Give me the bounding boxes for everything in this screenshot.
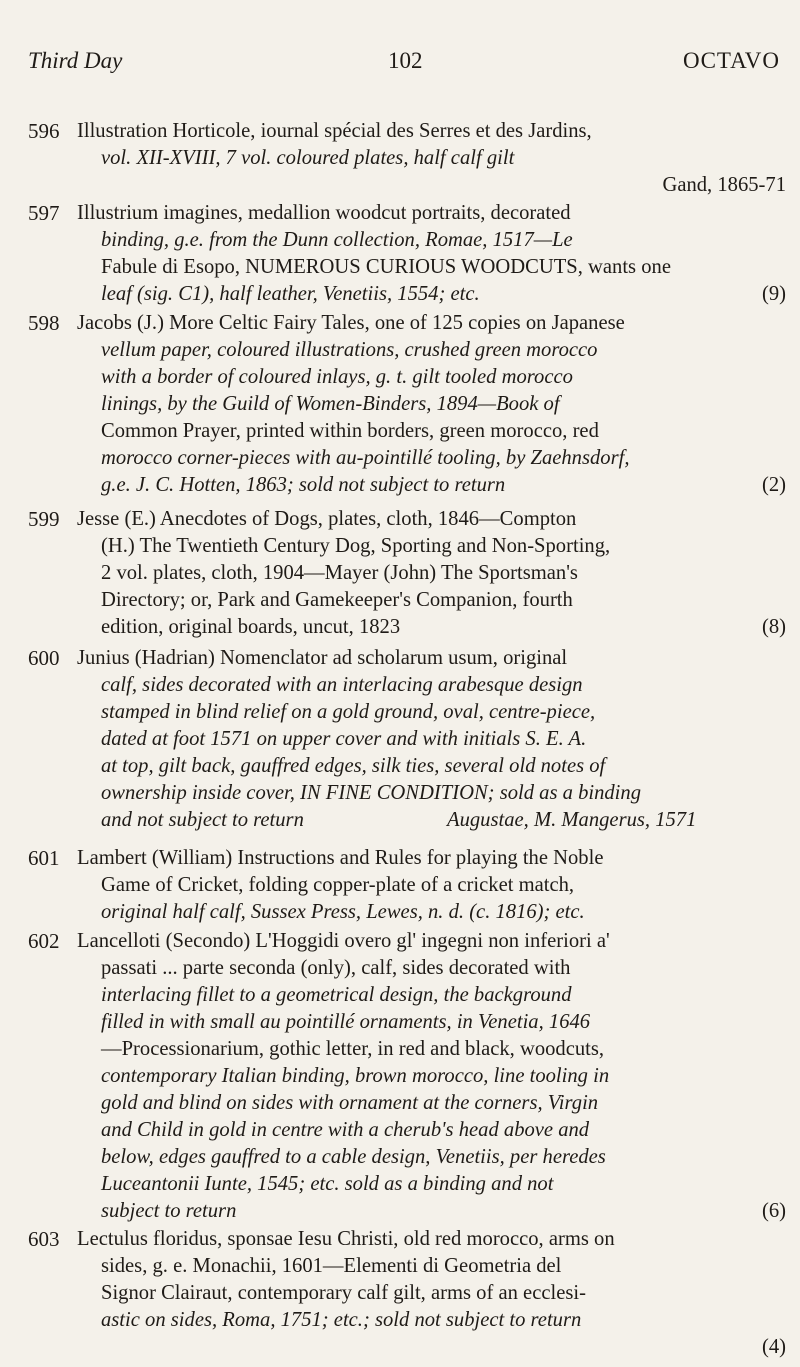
entry-line: Lambert (William) Instructions and Rules for playing the Noble xyxy=(77,847,604,869)
entry-line: Gand, 1865-71 xyxy=(662,174,786,196)
entry-line: Illustration Horticole, iournal spécial des Serres et des Jardins, xyxy=(77,120,592,142)
entry-line: Junius (Hadrian) Nomenclator ad scholarum usum, original xyxy=(77,647,568,669)
entry-line: —Processionarium, gothic letter, in red and black, woodcuts, xyxy=(101,1038,605,1060)
entry-line: binding, g.e. from the Dunn collection, Romae, 1517—Le xyxy=(101,229,573,251)
lot-number: 601 xyxy=(28,846,60,870)
page-header xyxy=(28,48,780,84)
entry-line: (H.) The Twentieth Century Dog, Sporting and Non-Sporting, xyxy=(101,535,611,557)
entry-line: with a border of coloured inlays, g. t. gilt tooled morocco xyxy=(101,366,573,388)
entry-line: Common Prayer, printed within borders, green morocco, red xyxy=(101,420,599,442)
entry-line: interlacing fillet to a geometrical design, the background xyxy=(101,984,572,1006)
lot-number: 599 xyxy=(28,507,60,531)
lot-number: 598 xyxy=(28,311,60,335)
page-number: 102 xyxy=(388,48,423,73)
entry-line: (4) xyxy=(761,1336,786,1358)
entry-description xyxy=(77,506,786,641)
entry-line: morocco corner-pieces with au-pointillé tooling, by Zaehnsdorf, xyxy=(101,447,630,469)
entry-line: edition, original boards, uncut, 1823 xyxy=(101,616,401,638)
entry-line: ownership inside cover, IN FINE CONDITION; sold as a binding xyxy=(101,782,642,804)
entry-line: vol. XII-XVIII, 7 vol. coloured plates, half calf gilt xyxy=(101,147,515,169)
entry-line: Signor Clairaut, contemporary calf gilt, arms of an ecclesi- xyxy=(101,1282,586,1304)
entry-description xyxy=(77,310,786,499)
entry-line: and not subject to return xyxy=(101,809,304,831)
entry-line: Luceantonii Iunte, 1545; etc. sold as a binding and not xyxy=(101,1173,554,1195)
entry-line: 2 vol. plates, cloth, 1904—Mayer (John) The Sportsman's xyxy=(101,562,578,584)
lot-number: 596 xyxy=(28,119,60,143)
entry-description xyxy=(77,118,786,199)
entry-line: passati ... parte seconda (only), calf, sides decorated with xyxy=(101,957,571,979)
entry-description xyxy=(77,928,786,1225)
entry-line: Jacobs (J.) More Celtic Fairy Tales, one of 125 copies on Japanese xyxy=(77,312,625,334)
entry-line: linings, by the Guild of Women-Binders, 1894—Book of xyxy=(101,393,560,415)
entry-line: sides, g. e. Monachii, 1601—Elementi di Geometria del xyxy=(101,1255,562,1277)
lot-number: 600 xyxy=(28,646,60,670)
entry-line: below, edges gauffred to a cable design, Venetiis, per heredes xyxy=(101,1146,606,1168)
entry-line: Lancelloti (Secondo) L'Hoggidi overo gl' ingegni non inferiori a' xyxy=(77,930,610,952)
lot-number: 597 xyxy=(28,201,60,225)
lot-number: 602 xyxy=(28,929,60,953)
entry-line: Game of Cricket, folding copper-plate of a cricket match, xyxy=(101,874,575,896)
entry-line: calf, sides decorated with an interlacing arabesque design xyxy=(101,674,583,696)
entry-line: contemporary Italian binding, brown morocco, line tooling in xyxy=(101,1065,610,1087)
entry-line: Illustrium imagines, medallion woodcut portraits, decorated xyxy=(77,202,571,224)
entry-line: (8) xyxy=(761,616,786,638)
entry-line: Directory; or, Park and Gamekeeper's Companion, fourth xyxy=(101,589,573,611)
entry-line: vellum paper, coloured illustrations, crushed green morocco xyxy=(101,339,598,361)
entry-line: leaf (sig. C1), half leather, Venetiis, 1554; etc. xyxy=(101,283,480,305)
entry-line: (2) xyxy=(761,474,786,496)
entry-line: stamped in blind relief on a gold ground, oval, centre-piece, xyxy=(101,701,596,723)
entry-line: Fabule di Esopo, NUMEROUS CURIOUS WOODCUTS, wants one xyxy=(101,256,671,278)
entry-line: Lectulus floridus, sponsae Iesu Christi, old red morocco, arms on xyxy=(77,1228,615,1250)
day-heading: Third Day xyxy=(28,48,123,73)
entry-line: at top, gilt back, gauffred edges, silk ties, several old notes of xyxy=(101,755,606,777)
entry-line: subject to return xyxy=(101,1200,237,1222)
entry-line: Jesse (E.) Anecdotes of Dogs, plates, cloth, 1846—Compton xyxy=(77,508,577,530)
lot-number: 603 xyxy=(28,1227,60,1251)
entry-line: g.e. J. C. Hotten, 1863; sold not subject to return xyxy=(101,474,506,496)
section-heading: OCTAVO xyxy=(682,48,780,73)
entry-line: original half calf, Sussex Press, Lewes, n. d. (c. 1816); etc. xyxy=(101,901,585,923)
entry-line: dated at foot 1571 on upper cover and with initials S. E. A. xyxy=(101,728,587,750)
entry-line: and Child in gold in centre with a cherub's head above and xyxy=(101,1119,590,1141)
entry-line: Augustae, M. Mangerus, 1571 xyxy=(447,809,697,831)
entry-description xyxy=(77,1226,786,1361)
entry-line: (6) xyxy=(761,1200,786,1222)
entry-description xyxy=(77,200,786,308)
entry-line: filled in with small au pointillé ornaments, in Venetia, 1646 xyxy=(101,1011,591,1033)
entry-line: (9) xyxy=(761,283,786,305)
entry-description xyxy=(77,845,786,926)
entry-description xyxy=(77,645,786,834)
entry-line: astic on sides, Roma, 1751; etc.; sold not subject to return xyxy=(101,1309,582,1331)
entry-line: gold and blind on sides with ornament at the corners, Virgin xyxy=(101,1092,599,1114)
